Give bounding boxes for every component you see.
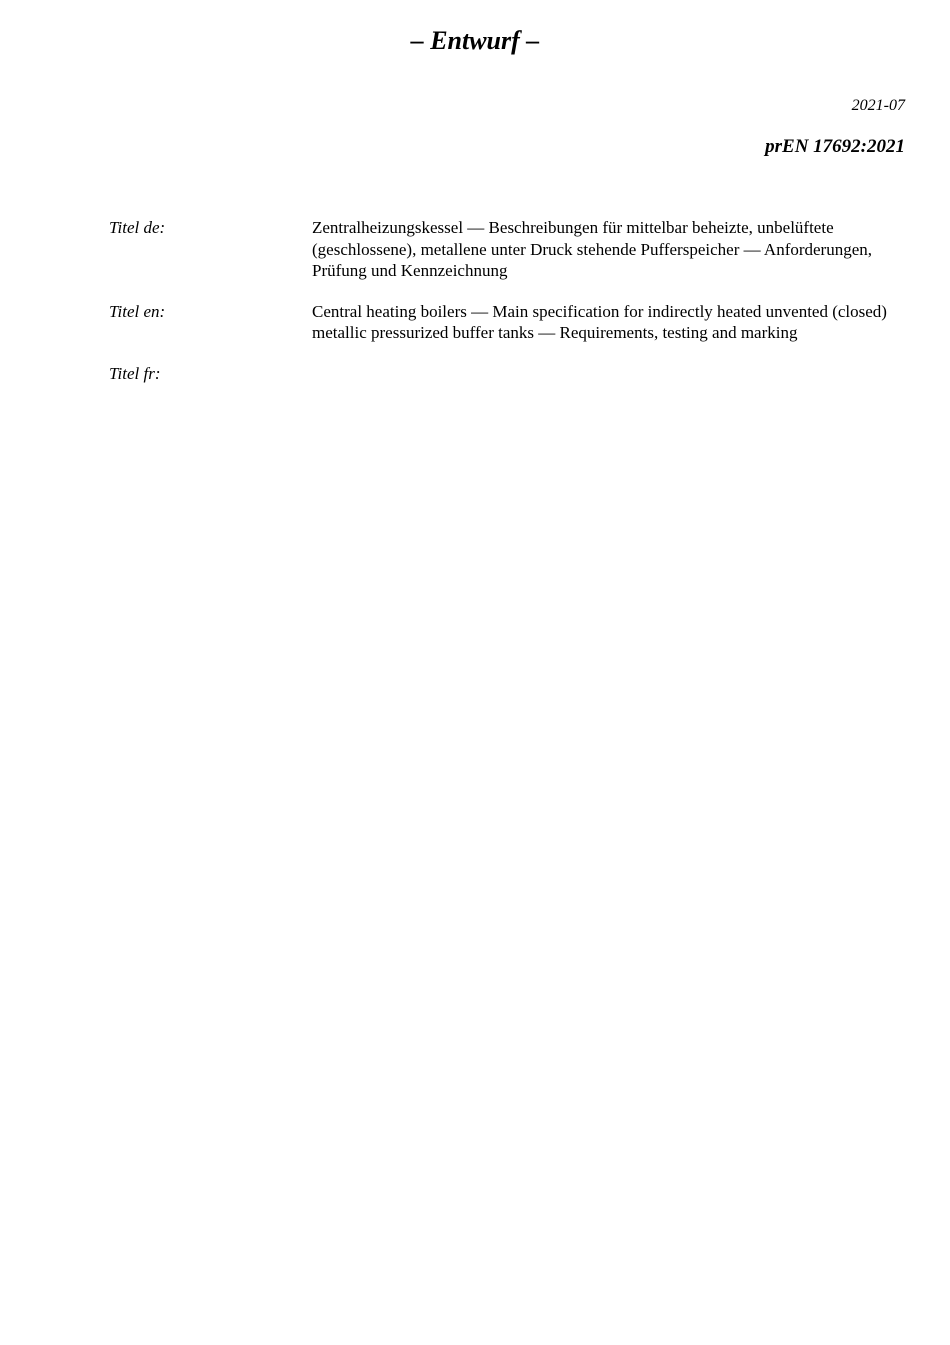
title-row-en (109, 301, 909, 344)
title-value-de: Zentralheizungskessel — Beschreibungen für mittelbar beheizte, unbelüftete (geschlossene), metallene unter Druck stehende Pufferspeicher — Anforderungen, Prüfung und Kennzeichnung (312, 218, 873, 280)
title-value-en: Central heating boilers — Main specification for indirectly heated unvented (closed) metallic pressurized buffer tanks — Requirements, testing and marking (312, 301, 887, 342)
title-row-de (109, 217, 909, 282)
document-number: prEN 17692:2021 (765, 136, 905, 157)
title-value-fr (312, 363, 909, 385)
draft-heading: – Entwurf – (410, 26, 540, 55)
title-label-fr: Titel fr: (109, 363, 161, 383)
title-row-fr (109, 363, 909, 385)
title-label-en: Titel en: (109, 301, 166, 321)
document-date: 2021-07 (851, 97, 905, 114)
titles-table (109, 217, 909, 403)
title-label-de: Titel de: (109, 218, 166, 237)
